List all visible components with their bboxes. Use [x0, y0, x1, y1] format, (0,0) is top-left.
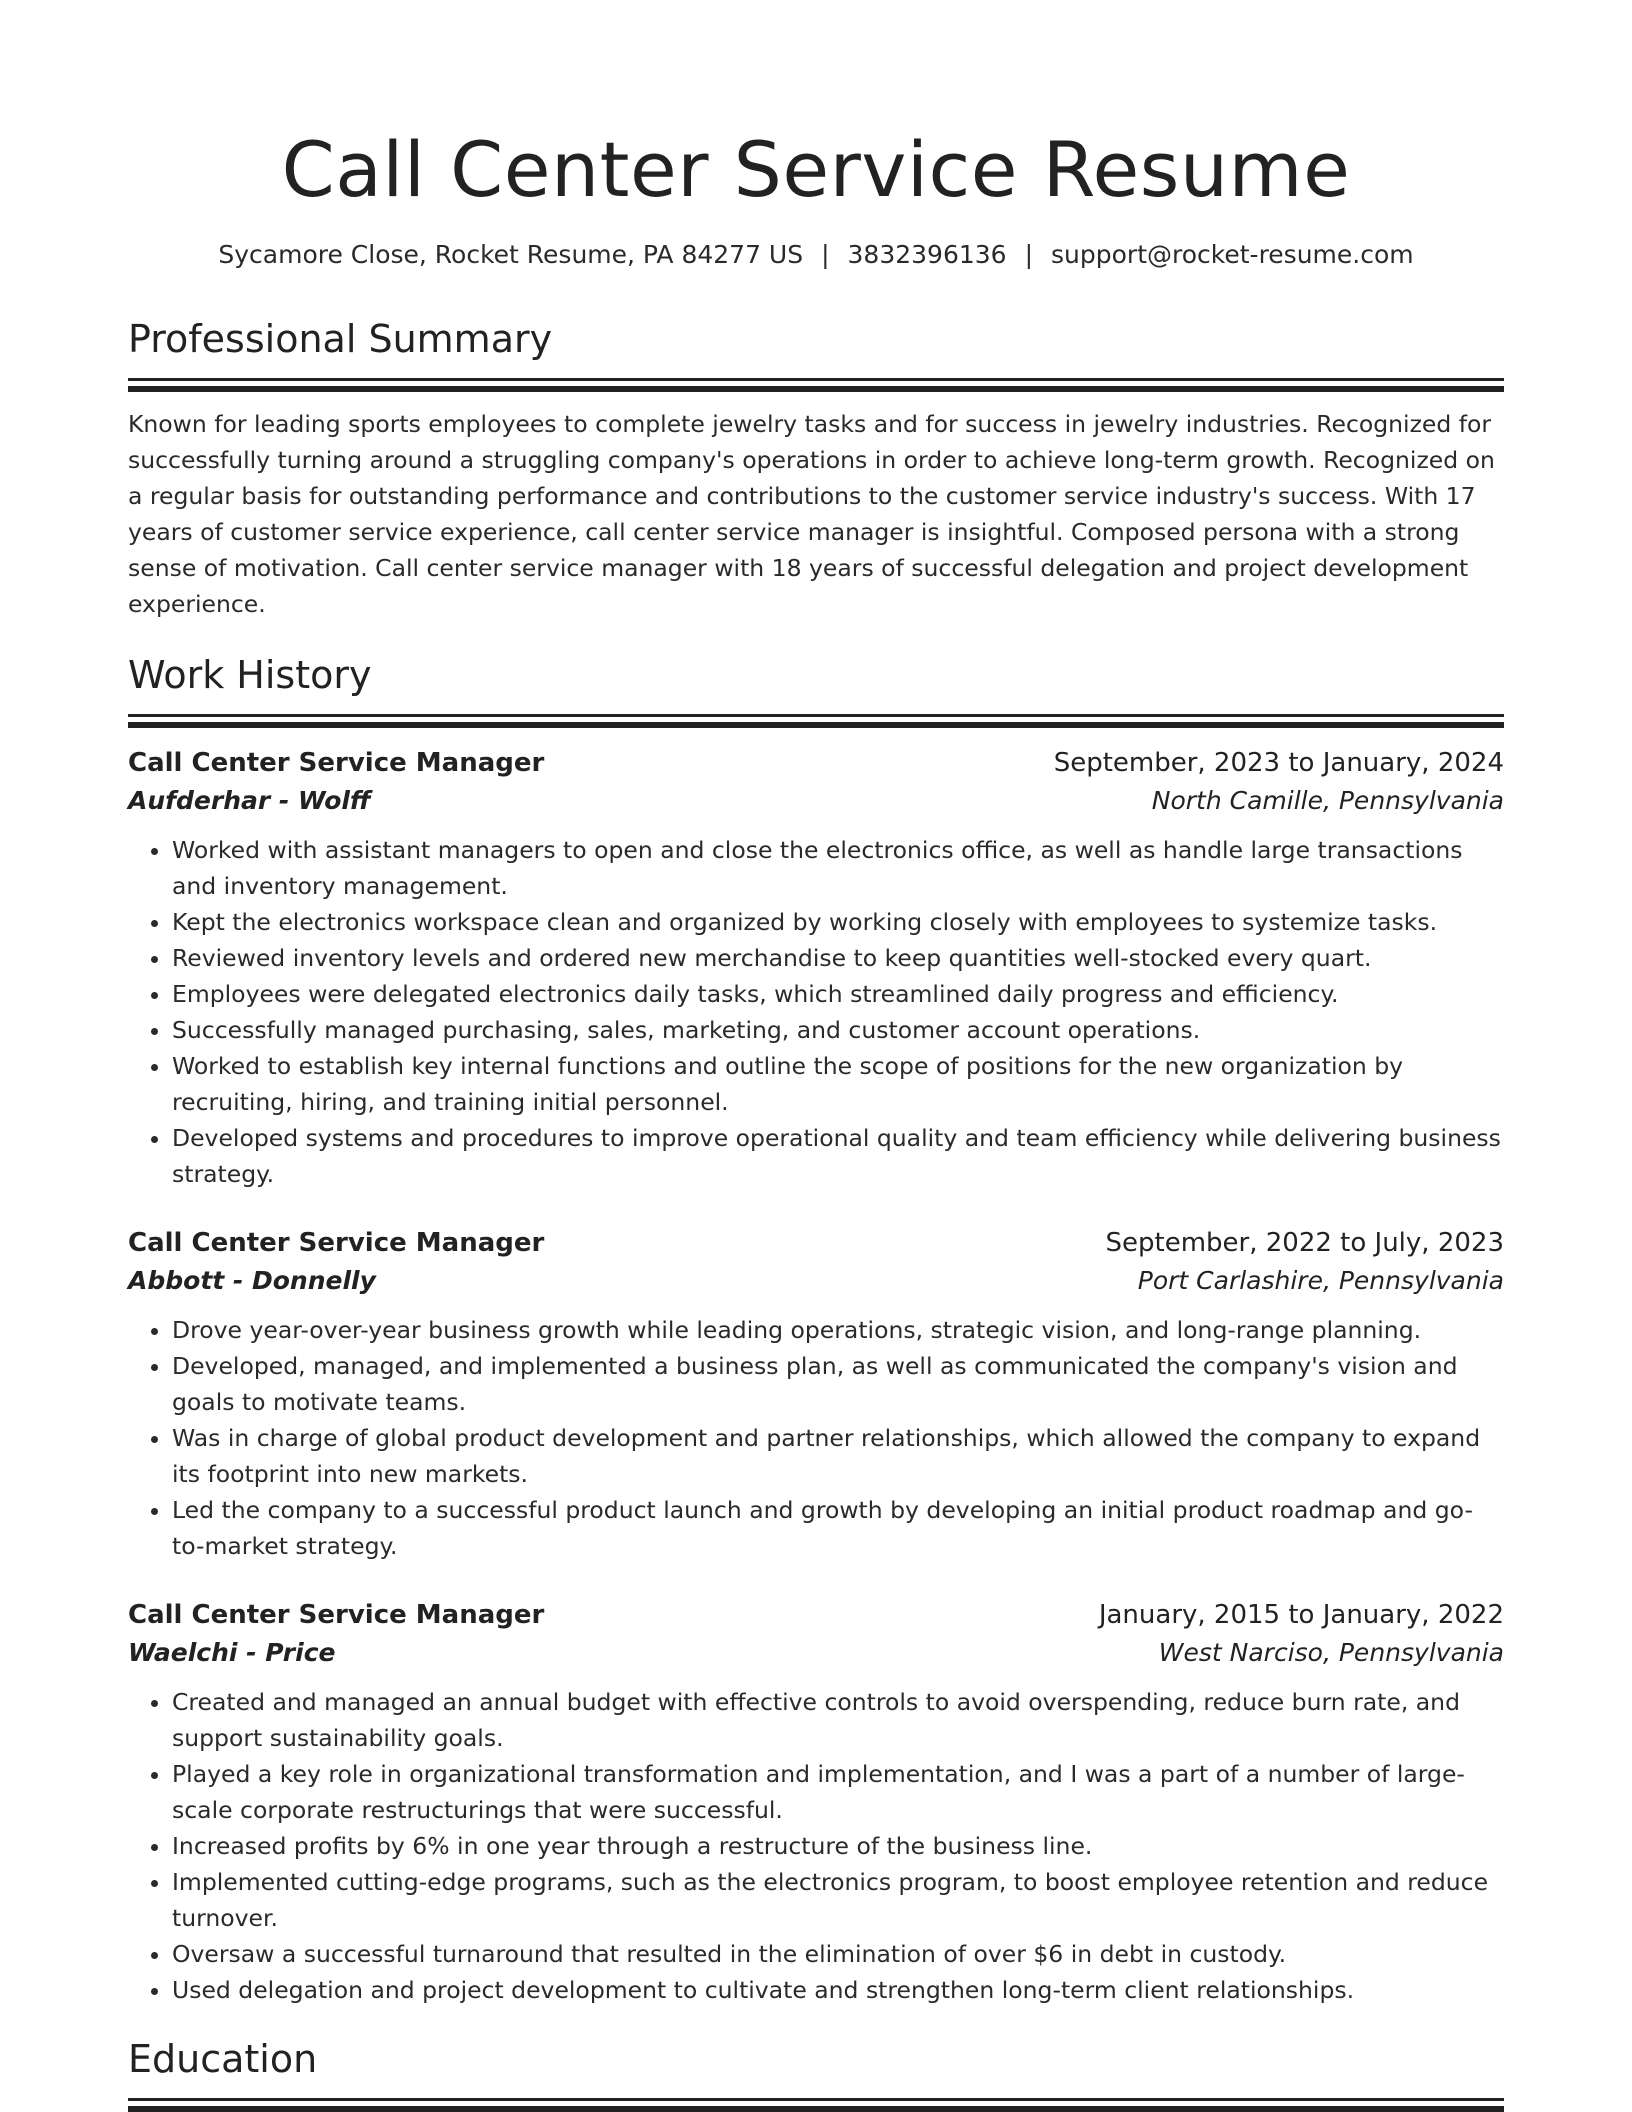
job-entry [128, 1596, 1504, 2008]
job-location: Port Carlashire, Pennsylvania [1137, 1266, 1504, 1295]
section-rule [128, 2106, 1504, 2112]
job-bullet: • Led the company to a successful product launch and growth by developing an initial product roadmap and go-to-market strategy. [172, 1492, 1504, 1564]
job-bullet: • Oversaw a successful turnaround that resulted in the elimination of over $6 in debt in custody. [172, 1936, 1504, 1972]
job-dates: January, 2015 to January, 2022 [1098, 1600, 1504, 1630]
job-bullet: • Kept the electronics workspace clean and organized by working closely with employees to systemize tasks. [172, 904, 1504, 940]
resume-title: Call Center Service Resume [281, 125, 1351, 214]
job-bullet: • Played a key role in organizational transformation and implementation, and I was a part of a number of large-scale corporate restructurings that were successful. [172, 1756, 1504, 1828]
job-title: Call Center Service Manager [128, 748, 545, 778]
job-dates: September, 2023 to January, 2024 [1053, 748, 1504, 778]
section-rule [128, 2098, 1504, 2101]
job-dates: September, 2022 to July, 2023 [1105, 1228, 1504, 1258]
job-bullet: • Created and managed an annual budget with effective controls to avoid overspending, reduce burn rate, and support sustainability goals. [172, 1684, 1504, 1756]
job-bullet: • Reviewed inventory levels and ordered new merchandise to keep quantities well-stocked every quart. [172, 940, 1504, 976]
job-bullet: • Successfully managed purchasing, sales, marketing, and customer account operations. [172, 1012, 1504, 1048]
job-company: Aufderhar - Wolff [128, 786, 371, 815]
job-bullets [128, 1684, 1504, 2008]
job-bullet: • Developed systems and procedures to improve operational quality and team efficiency while delivering business strategy. [172, 1120, 1504, 1192]
work-history-section [128, 650, 1504, 2008]
section-rule [128, 714, 1504, 717]
job-bullet: • Implemented cutting-edge programs, such as the electronics program, to boost employee retention and reduce turnover. [172, 1864, 1504, 1936]
job-title: Call Center Service Manager [128, 1600, 545, 1630]
job-bullet: • Was in charge of global product development and partner relationships, which allowed the company to expand its footprint into new markets. [172, 1420, 1504, 1492]
contact-phone: 3832396136 [847, 240, 1007, 269]
job-company: Abbott - Donnelly [128, 1266, 376, 1295]
job-location: West Narciso, Pennsylvania [1158, 1638, 1504, 1667]
summary-text: Known for leading sports employees to complete jewelry tasks and for success in jewelry industries. Recognized for successfully turning around a struggling company's operations in order to achieve long-term growth. Recognized on a regular basis for outstanding performance and contributions to the customer service industry's success. With 17 years of customer service experience, call center service manager is insightful. Composed persona with a strong sense of motivation. Call center service manager with 18 years of successful delegation and project development experience. [128, 410, 1495, 618]
contact-email: support@rocket-resume.com [1051, 240, 1414, 269]
job-bullet: • Worked with assistant managers to open and close the electronics office, as well as handle large transactions and inventory management. [172, 832, 1504, 904]
job-bullet: • Increased profits by 6% in one year through a restructure of the business line. [172, 1828, 1504, 1864]
summary-section [128, 314, 1504, 622]
job-bullets [128, 832, 1504, 1192]
job-company: Waelchi - Price [128, 1638, 336, 1667]
job-title: Call Center Service Manager [128, 1228, 545, 1258]
contact-line [128, 238, 1504, 272]
job-location: North Camille, Pennsylvania [1151, 786, 1504, 815]
section-rule [128, 722, 1504, 728]
section-heading-summary: Professional Summary [128, 317, 553, 361]
job-entry [128, 1224, 1504, 1564]
resume-page [128, 0, 1504, 2112]
job-bullet: • Employees were delegated electronics daily tasks, which streamlined daily progress and efficiency. [172, 976, 1504, 1012]
contact-separator: | [1024, 240, 1034, 269]
section-heading-education: Education [128, 2037, 318, 2081]
contact-address: Sycamore Close, Rocket Resume, PA 84277 US [218, 240, 804, 269]
section-rule [128, 378, 1504, 381]
job-bullet: • Worked to establish key internal functions and outline the scope of positions for the new organization by recruiting, hiring, and training initial personnel. [172, 1048, 1504, 1120]
job-bullet: • Developed, managed, and implemented a business plan, as well as communicated the company's vision and goals to motivate teams. [172, 1348, 1504, 1420]
job-bullet: • Used delegation and project development to cultivate and strengthen long-term client relationships. [172, 1972, 1504, 2008]
section-rule [128, 386, 1504, 392]
education-section [128, 2034, 1504, 2112]
job-bullet: • Drove year-over-year business growth while leading operations, strategic vision, and long-range planning. [172, 1312, 1504, 1348]
contact-separator: | [821, 240, 830, 269]
section-heading-work-history: Work History [128, 653, 372, 697]
job-entry [128, 744, 1504, 1192]
job-bullets [128, 1312, 1504, 1564]
